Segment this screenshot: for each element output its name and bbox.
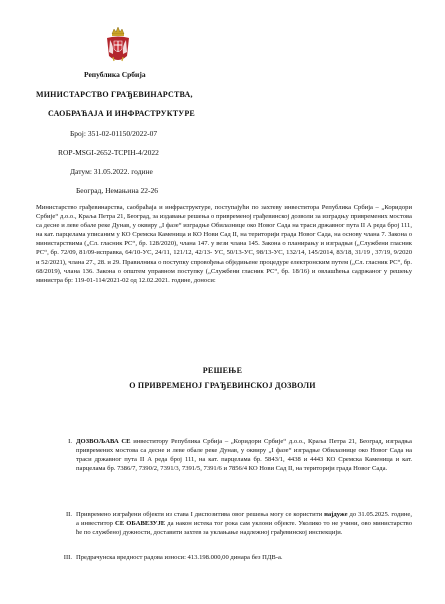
- list-item: [60, 510, 416, 550]
- item-body-pre: Привремено изграђени објекти из става I диспозитива овог решења могу се користити: [76, 511, 325, 518]
- item-number: III.: [63, 554, 72, 561]
- item-number: II.: [65, 511, 72, 518]
- item-body-post: да након истека тог рока сам уклони објекте. Уколико то не учини, ово министарство ће по службеној дужности, доставити захтев за уклањање надлежној грађевинској инспекцији.: [76, 520, 412, 537]
- item-text: [76, 510, 412, 537]
- document-place: Београд, Немањина 22-26: [76, 186, 159, 195]
- ministry-name-line1: МИНИСТАРСТВО ГРАЂЕВИНАРСТВА,: [36, 90, 193, 99]
- document-number: Број: 351-02-01150/2022-07: [70, 129, 158, 138]
- list-item: [60, 553, 416, 563]
- decision-title: РЕШЕЊЕ: [202, 366, 243, 375]
- item-text: [76, 437, 412, 473]
- item-body: инвеститору Република Србија – „Коридори Србије“ д.о.о., Краља Петра 21, Београд, изградња привремених мостова са десне и леве обале реке Дунав, у оквиру „I фазе“ изградње Обилазнице око Новог Сада на траси државног пута II А реда број 111, на кат. парцелама бр. 5843/1, 4438 и 4443 КО Сремска Каменица и кат. парцелама бр. 7386/7, 7390/2, 7391/3, 7391/5, 7391/6 и 7856/4 КО Нови Сад II, на територији града Новог Сада.: [76, 438, 412, 473]
- item-text: Предрачунска вредност радова износи: 413.198.000,00 динара без ПДВ-а.: [76, 554, 283, 561]
- document-date: Датум: 31.05.2022. године: [70, 167, 153, 176]
- item-keyword: најдуже: [324, 511, 348, 518]
- item-body-mid: до 31.05.2025. године, а инвеститор: [76, 511, 412, 528]
- list-item: [60, 437, 416, 492]
- decision-subtitle: О ПРИВРЕМЕНОЈ ГРАЂЕВИНСКОЈ ДОЗВОЛИ: [129, 381, 316, 390]
- rop-number: ROP-MSGI-2652-TCPIH-4/2022: [58, 148, 159, 157]
- ministry-name-line2: САОБРАЋАЈА И ИНФРАСТРУКТУРЕ: [48, 109, 195, 118]
- item-number: I.: [68, 438, 72, 445]
- coat-of-arms-icon: [105, 26, 131, 66]
- item-keyword: ДОЗВОЉАВА СЕ: [76, 438, 131, 445]
- intro-paragraph: Министарство грађевинарства, саобраћаја и инфраструктуре, поступајући по захтеву инвеститора Република Србија – „Коридори Србије“ д.о.о., Краља Петра 21, Београд, за издавање решења о привременој грађевинској дозволи за изградњу привремених мостова са десне и леве обале реке Дунав, у оквиру „I фазе“ изградње Обилазнице око Новог Сада на траси државног пута II А реда број 111, на кат. парцелама уписаним у КО Сремска Каменица и КО Нови Сад II, на територији града Новог Сада, на основу члана 7. Закона о министарствима („Сл. гласник РС“, бр. 128/2020), члана 147. у вези члана 145. Закона о планирању и изградњи („Службени гласник РС“, бр. 72/09, 81/09-исправка, 64/10-УС, 24/11, 121/12, 42/13- УС, 50/13-УС, 98/13-УС, 132/14, 145/2014, 83/18, 31/19 , 37/19, 9/2020 и 52/2021), члана 27., 28. и 29. Правилника о поступку спровођења обједињене процедуре електронским путем („Сл. гласник РС“, бр. 68/2019), члана 136. Закона о општем управном поступку („Службени гласник РС“, бр. 18/16) и овлашћења садржаног у решењу министра бр: 119-01-114/2021-02 од 12.02.2021. године, доноси:: [36, 204, 412, 284]
- item-keyword: СЕ ОБАВЕЗУЈЕ: [115, 520, 166, 528]
- crest-caption: Република Србија: [84, 70, 146, 79]
